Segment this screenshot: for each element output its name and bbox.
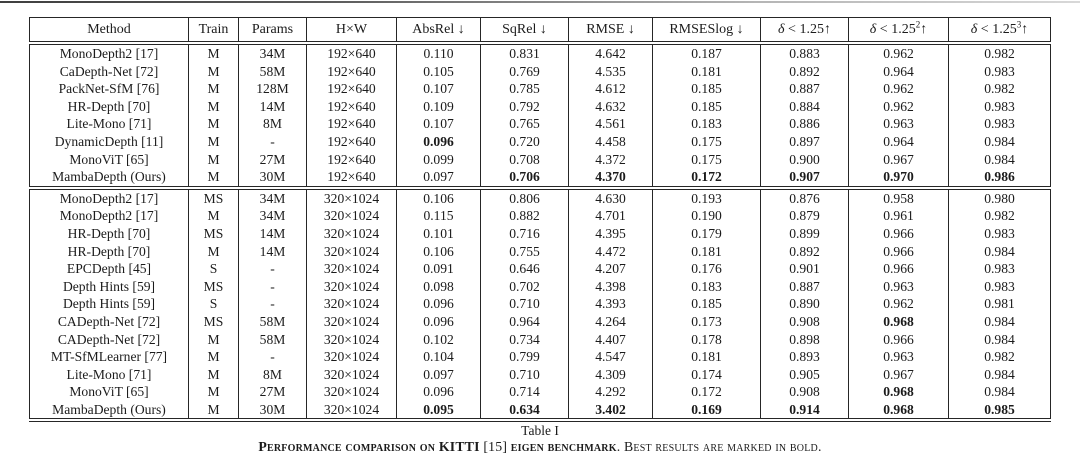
table-row — [30, 366, 1051, 384]
method-cell: HR-Depth [70] — [67, 225, 151, 241]
method-cell: CaDepth-Net [72] — [59, 63, 159, 79]
value-cell: 0.914 — [761, 401, 849, 421]
value-cell: 0.096 — [397, 383, 481, 401]
value-cell: 0.958 — [849, 188, 949, 208]
value-cell: 0.964 — [481, 313, 569, 331]
value-cell: M — [189, 207, 239, 225]
value-cell: 0.172 — [653, 383, 761, 401]
value-cell: 0.096 — [397, 133, 481, 151]
value-cell: 0.964 — [849, 133, 949, 151]
column-header-rmse: RMSE ↓ — [569, 18, 653, 44]
value-cell: 0.185 — [653, 295, 761, 313]
value-cell: 58M — [239, 63, 307, 81]
value-cell: - — [239, 278, 307, 296]
table-row — [30, 98, 1051, 116]
value-cell: 0.179 — [653, 225, 761, 243]
value-cell: 0.634 — [481, 401, 569, 421]
value-cell: 4.472 — [569, 243, 653, 261]
value-cell: M — [189, 98, 239, 116]
value-cell: M — [189, 401, 239, 421]
value-cell: 4.632 — [569, 98, 653, 116]
value-cell: 320×1024 — [307, 207, 397, 225]
value-cell: 192×640 — [307, 133, 397, 151]
value-cell: 0.983 — [949, 260, 1051, 278]
value-cell: M — [189, 43, 239, 63]
table-header — [30, 18, 1051, 44]
value-cell: 0.983 — [949, 225, 1051, 243]
method-cell: MonoDepth2 [17] — [30, 188, 189, 208]
table-row — [30, 43, 1051, 63]
value-cell: 0.702 — [481, 278, 569, 296]
table-row — [30, 225, 1051, 243]
column-header-train: Train — [189, 18, 239, 44]
value-cell: 34M — [239, 43, 307, 63]
value-cell: 0.908 — [761, 383, 849, 401]
method-cell: Lite-Mono [71] — [66, 116, 152, 132]
value-cell: S — [189, 260, 239, 278]
value-cell: 0.185 — [653, 80, 761, 98]
value-cell: 0.883 — [761, 43, 849, 63]
value-cell: 4.264 — [569, 313, 653, 331]
value-cell: 4.612 — [569, 80, 653, 98]
value-cell: 0.716 — [481, 225, 569, 243]
value-cell: 0.181 — [653, 348, 761, 366]
value-cell: M — [189, 168, 239, 188]
column-header-sqrel: SqRel ↓ — [481, 18, 569, 44]
value-cell: M — [189, 115, 239, 133]
method-cell: MT-SfMLearner [77] — [50, 349, 168, 365]
value-cell: M — [189, 243, 239, 261]
value-cell: 0.968 — [849, 313, 949, 331]
value-cell: 0.962 — [849, 43, 949, 63]
value-cell: 0.983 — [949, 278, 1051, 296]
value-cell: 0.806 — [481, 188, 569, 208]
value-cell: 0.887 — [761, 278, 849, 296]
value-cell: 0.106 — [397, 243, 481, 261]
value-cell: 3.402 — [569, 401, 653, 421]
value-cell: 0.962 — [849, 80, 949, 98]
value-cell: 0.984 — [949, 383, 1051, 401]
value-cell: M — [189, 383, 239, 401]
method-cell: MonoViT [65] — [69, 384, 149, 400]
value-cell: 0.091 — [397, 260, 481, 278]
value-cell: 4.561 — [569, 115, 653, 133]
value-cell: M — [189, 331, 239, 349]
value-cell: 14M — [239, 98, 307, 116]
table-row — [30, 313, 1051, 331]
value-cell: 192×640 — [307, 43, 397, 63]
value-cell: - — [239, 133, 307, 151]
value-cell: 192×640 — [307, 80, 397, 98]
value-cell: 192×640 — [307, 115, 397, 133]
value-cell: 0.983 — [949, 115, 1051, 133]
value-cell: 0.101 — [397, 225, 481, 243]
column-header-absrel: AbsRel ↓ — [397, 18, 481, 44]
table-caption — [0, 424, 1080, 455]
value-cell: 320×1024 — [307, 401, 397, 421]
table-row — [30, 295, 1051, 313]
value-cell: 0.908 — [761, 313, 849, 331]
caption-text — [0, 438, 1080, 455]
value-cell: 320×1024 — [307, 260, 397, 278]
value-cell: 4.292 — [569, 383, 653, 401]
value-cell: 0.109 — [397, 98, 481, 116]
table-row — [30, 80, 1051, 98]
value-cell: 0.107 — [397, 80, 481, 98]
value-cell: 128M — [239, 80, 307, 98]
value-cell: 0.984 — [949, 313, 1051, 331]
value-cell: 0.173 — [653, 313, 761, 331]
value-cell: 0.708 — [481, 151, 569, 169]
table-row — [30, 63, 1051, 81]
value-cell: 320×1024 — [307, 295, 397, 313]
header-exponent: 3 — [1016, 18, 1022, 29]
value-cell: 0.765 — [481, 115, 569, 133]
value-cell: 8M — [239, 115, 307, 133]
value-cell: 0.901 — [761, 260, 849, 278]
value-cell: 192×640 — [307, 168, 397, 188]
results-table — [29, 17, 1051, 422]
table-row — [30, 188, 1051, 208]
value-cell: 0.181 — [653, 243, 761, 261]
delta-symbol: δ — [970, 21, 978, 37]
delta-symbol: δ — [869, 21, 877, 37]
value-cell: M — [189, 366, 239, 384]
value-cell: 0.892 — [761, 63, 849, 81]
value-cell: 4.398 — [569, 278, 653, 296]
table-row — [30, 401, 1051, 421]
value-cell: 0.967 — [849, 366, 949, 384]
value-cell: 0.893 — [761, 348, 849, 366]
table-row — [30, 331, 1051, 349]
value-cell: 0.898 — [761, 331, 849, 349]
method-cell: Lite-Mono [71] — [66, 366, 152, 382]
value-cell: 0.097 — [397, 366, 481, 384]
value-cell: 0.964 — [849, 63, 949, 81]
value-cell: 4.309 — [569, 366, 653, 384]
value-cell: 0.897 — [761, 133, 849, 151]
table-row — [30, 151, 1051, 169]
value-cell: 0.785 — [481, 80, 569, 98]
column-header-delta-1: δ < 1.25↑ — [761, 18, 849, 44]
value-cell: 0.970 — [849, 168, 949, 188]
value-cell: 0.982 — [949, 207, 1051, 225]
value-cell: 0.175 — [653, 133, 761, 151]
value-cell: 0.181 — [653, 63, 761, 81]
value-cell: 0.755 — [481, 243, 569, 261]
value-cell: 0.983 — [949, 98, 1051, 116]
value-cell: 0.876 — [761, 188, 849, 208]
value-cell: 0.967 — [849, 151, 949, 169]
value-cell: 0.105 — [397, 63, 481, 81]
value-cell: 0.110 — [397, 43, 481, 63]
value-cell: 0.720 — [481, 133, 569, 151]
value-cell: 0.187 — [653, 43, 761, 63]
value-cell: 4.370 — [569, 168, 653, 188]
value-cell: 0.183 — [653, 278, 761, 296]
table-header-row — [30, 18, 1051, 44]
table-row — [30, 278, 1051, 296]
method-cell: MonoDepth2 [17] — [59, 208, 159, 224]
value-cell: 14M — [239, 243, 307, 261]
value-cell: 0.831 — [481, 43, 569, 63]
value-cell: 8M — [239, 366, 307, 384]
value-cell: 0.963 — [849, 115, 949, 133]
column-header-params: Params — [239, 18, 307, 44]
value-cell: 192×640 — [307, 63, 397, 81]
value-cell: 0.905 — [761, 366, 849, 384]
value-cell: 34M — [239, 207, 307, 225]
value-cell: 0.890 — [761, 295, 849, 313]
value-cell: 0.096 — [397, 313, 481, 331]
value-cell: 0.792 — [481, 98, 569, 116]
value-cell: 0.734 — [481, 331, 569, 349]
header-exponent: 2 — [915, 18, 921, 29]
value-cell: 30M — [239, 168, 307, 188]
value-cell: 0.096 — [397, 295, 481, 313]
top-rule-divider — [0, 1, 1080, 3]
value-cell: 4.547 — [569, 348, 653, 366]
method-cell: HR-Depth [70] — [67, 98, 151, 114]
caption-bold-benchmark: eigen benchmark — [510, 439, 617, 454]
value-cell: 320×1024 — [307, 278, 397, 296]
method-cell: EPCDepth [45] — [66, 261, 152, 277]
value-cell: 0.966 — [849, 225, 949, 243]
value-cell: 0.104 — [397, 348, 481, 366]
value-cell: 0.966 — [849, 331, 949, 349]
method-cell: MambaDepth (Ours) — [52, 169, 166, 185]
method-cell: MambaDepth (Ours) — [52, 401, 166, 417]
value-cell: 30M — [239, 401, 307, 421]
method-cell: Depth Hints [59] — [62, 296, 156, 312]
value-cell: 0.193 — [653, 188, 761, 208]
table-row — [30, 243, 1051, 261]
value-cell: 0.710 — [481, 295, 569, 313]
value-cell: 0.175 — [653, 151, 761, 169]
value-cell: 0.884 — [761, 98, 849, 116]
value-cell: 0.095 — [397, 401, 481, 421]
column-header-rmseslog: RMSESlog ↓ — [653, 18, 761, 44]
method-cell: DynamicDepth [11] — [54, 133, 164, 149]
value-cell: 0.887 — [761, 80, 849, 98]
value-cell: 0.962 — [849, 98, 949, 116]
value-cell: 0.900 — [761, 151, 849, 169]
value-cell: 0.185 — [653, 98, 761, 116]
value-cell: 4.630 — [569, 188, 653, 208]
value-cell: 0.982 — [949, 43, 1051, 63]
value-cell: 0.710 — [481, 366, 569, 384]
value-cell: 0.985 — [949, 401, 1051, 421]
value-cell: 0.115 — [397, 207, 481, 225]
value-cell: 0.892 — [761, 243, 849, 261]
value-cell: 0.968 — [849, 383, 949, 401]
value-cell: 0.984 — [949, 243, 1051, 261]
value-cell: 4.642 — [569, 43, 653, 63]
value-cell: 0.963 — [849, 278, 949, 296]
value-cell: 320×1024 — [307, 225, 397, 243]
value-cell: M — [189, 151, 239, 169]
value-cell: 4.395 — [569, 225, 653, 243]
value-cell: 0.907 — [761, 168, 849, 188]
value-cell: 4.393 — [569, 295, 653, 313]
value-cell: M — [189, 133, 239, 151]
value-cell: 0.981 — [949, 295, 1051, 313]
value-cell: 320×1024 — [307, 243, 397, 261]
table-row — [30, 115, 1051, 133]
value-cell: MS — [189, 188, 239, 208]
value-cell: 0.172 — [653, 168, 761, 188]
value-cell: 0.963 — [849, 348, 949, 366]
value-cell: 4.535 — [569, 63, 653, 81]
method-cell: MonoViT [65] — [69, 151, 149, 167]
value-cell: MS — [189, 225, 239, 243]
table-body — [30, 43, 1051, 420]
value-cell: - — [239, 348, 307, 366]
value-cell: 0.106 — [397, 188, 481, 208]
value-cell: 4.407 — [569, 331, 653, 349]
value-cell: 320×1024 — [307, 348, 397, 366]
value-cell: 0.098 — [397, 278, 481, 296]
value-cell: 0.183 — [653, 115, 761, 133]
value-cell: 4.701 — [569, 207, 653, 225]
value-cell: 0.962 — [849, 295, 949, 313]
value-cell: 0.984 — [949, 133, 1051, 151]
value-cell: 0.886 — [761, 115, 849, 133]
value-cell: 0.107 — [397, 115, 481, 133]
value-cell: 192×640 — [307, 98, 397, 116]
table-row — [30, 207, 1051, 225]
value-cell: 0.984 — [949, 331, 1051, 349]
value-cell: 0.882 — [481, 207, 569, 225]
value-cell: 0.984 — [949, 366, 1051, 384]
value-cell: MS — [189, 278, 239, 296]
method-cell: HR-Depth [70] — [67, 243, 151, 259]
value-cell: 4.207 — [569, 260, 653, 278]
method-cell: MonoDepth2 [17] — [59, 46, 159, 61]
value-cell: 0.899 — [761, 225, 849, 243]
delta-symbol: δ — [778, 21, 785, 37]
value-cell: 0.176 — [653, 260, 761, 278]
value-cell: 0.102 — [397, 331, 481, 349]
value-cell: 320×1024 — [307, 188, 397, 208]
value-cell: 0.799 — [481, 348, 569, 366]
value-cell: - — [239, 295, 307, 313]
method-cell: CADepth-Net [72] — [57, 331, 161, 347]
method-cell: PackNet-SfM [76] — [58, 81, 160, 97]
value-cell: 0.984 — [949, 151, 1051, 169]
value-cell: - — [239, 260, 307, 278]
value-cell: S — [189, 295, 239, 313]
method-cell: Depth Hints [59] — [62, 278, 156, 294]
value-cell: 0.879 — [761, 207, 849, 225]
table-row — [30, 133, 1051, 151]
value-cell: 320×1024 — [307, 366, 397, 384]
value-cell: M — [189, 63, 239, 81]
value-cell: 0.097 — [397, 168, 481, 188]
value-cell: 320×1024 — [307, 331, 397, 349]
value-cell: 0.966 — [849, 243, 949, 261]
value-cell: 0.099 — [397, 151, 481, 169]
value-cell: 0.178 — [653, 331, 761, 349]
value-cell: 192×640 — [307, 151, 397, 169]
value-cell: 0.190 — [653, 207, 761, 225]
column-header-delta-2: $\delta < 1.25^2↑$ — [849, 18, 949, 44]
column-header-method: Method — [30, 18, 189, 44]
value-cell: 0.982 — [949, 80, 1051, 98]
value-cell: MS — [189, 313, 239, 331]
table-row — [30, 383, 1051, 401]
value-cell: 0.986 — [949, 168, 1051, 188]
value-cell: M — [189, 80, 239, 98]
value-cell: 4.458 — [569, 133, 653, 151]
caption-rest: . Best results are marked in bold. — [616, 439, 822, 454]
caption-bold-title: Performance comparison on KITTI — [258, 439, 480, 454]
value-cell: 0.968 — [849, 401, 949, 421]
table-row — [30, 168, 1051, 188]
column-header-resolution: H×W — [307, 18, 397, 44]
caption-citation: [15] — [479, 439, 511, 454]
method-cell: CADepth-Net [72] — [57, 313, 161, 329]
value-cell: 0.983 — [949, 63, 1051, 81]
value-cell: 0.982 — [949, 348, 1051, 366]
value-cell: 0.174 — [653, 366, 761, 384]
table-row — [30, 348, 1051, 366]
table-row — [30, 260, 1051, 278]
value-cell: 0.769 — [481, 63, 569, 81]
value-cell: M — [189, 348, 239, 366]
value-cell: 4.372 — [569, 151, 653, 169]
value-cell: 0.169 — [653, 401, 761, 421]
value-cell: 27M — [239, 383, 307, 401]
value-cell: 0.980 — [949, 188, 1051, 208]
value-cell: 58M — [239, 331, 307, 349]
value-cell: 0.706 — [481, 168, 569, 188]
value-cell: 0.961 — [849, 207, 949, 225]
value-cell: 58M — [239, 313, 307, 331]
value-cell: 320×1024 — [307, 383, 397, 401]
value-cell: 14M — [239, 225, 307, 243]
table-number: Table I — [521, 423, 559, 438]
value-cell: 0.714 — [481, 383, 569, 401]
value-cell: 0.966 — [849, 260, 949, 278]
value-cell: 34M — [239, 188, 307, 208]
value-cell: 320×1024 — [307, 313, 397, 331]
value-cell: 0.646 — [481, 260, 569, 278]
value-cell: 27M — [239, 151, 307, 169]
column-header-delta-3: $\delta < 1.25^3↑$ — [949, 18, 1051, 44]
